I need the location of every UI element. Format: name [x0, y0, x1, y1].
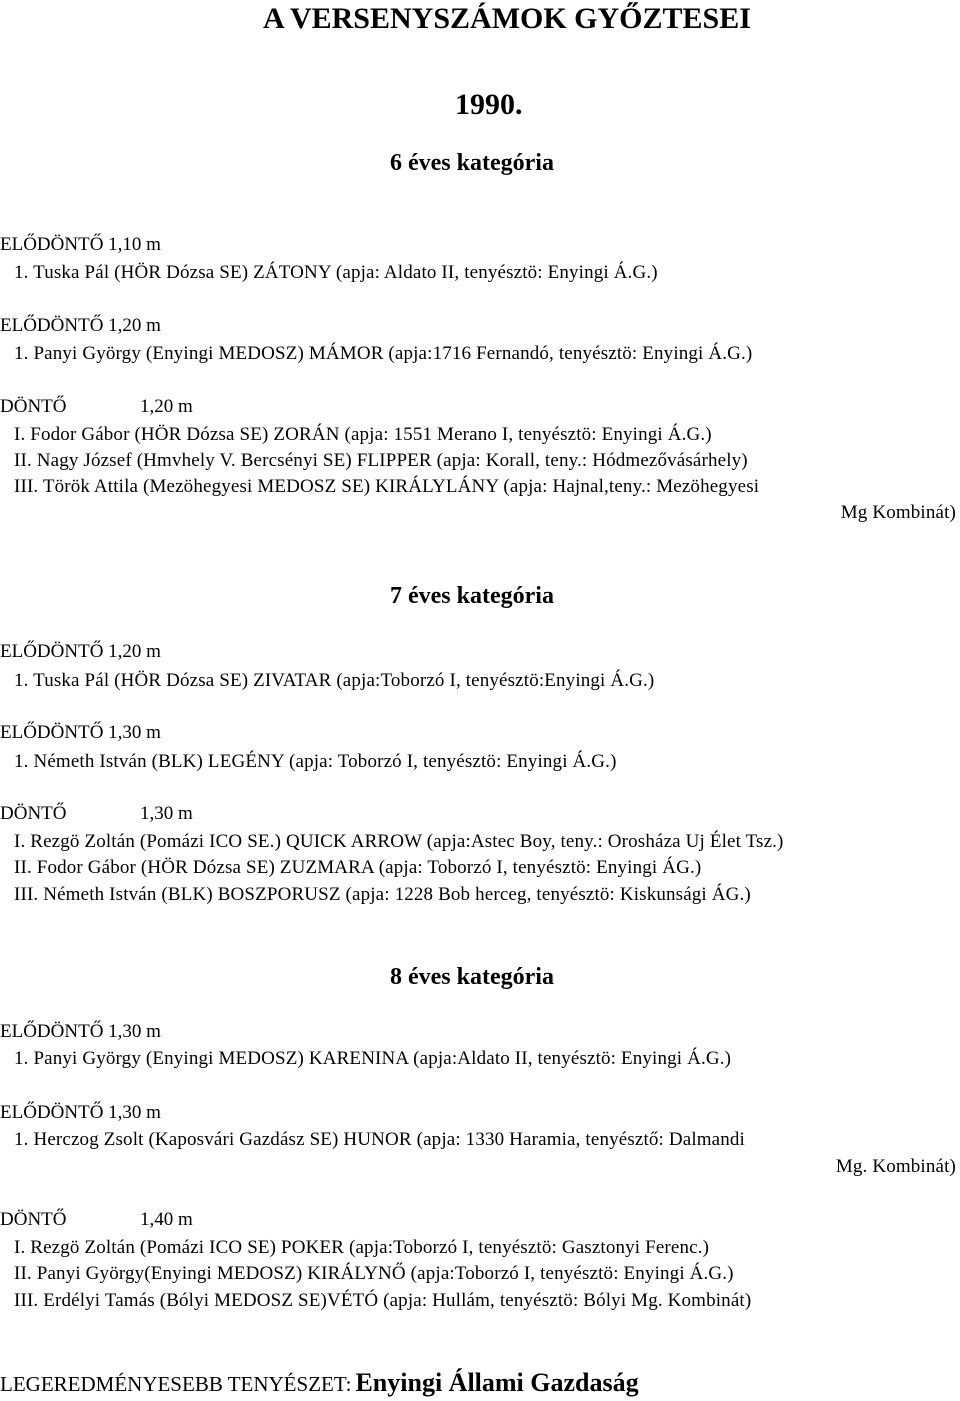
round-height: 1,40 m — [140, 1209, 193, 1230]
round-height: 1,20 m — [140, 396, 193, 417]
document-title: A VERSENYSZÁMOK GYŐZTESEI — [263, 2, 751, 35]
result-line: 1. Németh István (BLK) LEGÉNY (apja: Toborzó I, tenyésztö: Enyingi Á.G.) — [14, 751, 617, 772]
round-label: ELŐDÖNTŐ 1,30 m — [0, 1102, 161, 1123]
result-line: III. Németh István (BLK) BOSZPORUSZ (apja: 1228 Bob herceg, tenyésztö: Kiskunsági ÁG.) — [14, 884, 751, 905]
result-line: III. Török Attila (Mezöhegyesi MEDOSZ SE) KIRÁLYLÁNY (apja: Hajnal,teny.: Mezöhegyesi — [14, 476, 760, 497]
round-label: ELŐDÖNTŐ 1,10 m — [0, 234, 161, 255]
result-line: I. Fodor Gábor (HÖR Dózsa SE) ZORÁN (apja: 1551 Merano I, tenyésztö: Enyingi Á.G.) — [14, 424, 712, 445]
result-line: II. Nagy József (Hmvhely V. Bercsényi SE) FLIPPER (apja: Korall, teny.: Hódmezővásárhely) — [14, 450, 748, 471]
round-label: DÖNTŐ — [0, 1209, 67, 1230]
result-line: I. Rezgö Zoltán (Pomázi ICO SE) POKER (apja:Toborzó I, tenyésztö: Gasztonyi Ferenc.) — [14, 1237, 710, 1258]
best-breeder-value: Enyingi Állami Gazdaság — [355, 1368, 639, 1397]
round-label: DÖNTŐ — [0, 803, 67, 824]
result-line: 1. Panyi György (Enyingi MEDOSZ) MÁMOR (apja:1716 Fernandó, tenyésztö: Enyingi Á.G.) — [14, 343, 753, 364]
result-line-continuation: Mg. Kombinát) — [835, 1156, 956, 1177]
category-heading-8: 8 éves kategória — [390, 964, 554, 990]
round-label: ELŐDÖNTŐ 1,30 m — [0, 722, 161, 743]
result-line: 1. Panyi György (Enyingi MEDOSZ) KARENINA (apja:Aldato II, tenyésztö: Enyingi Á.G.) — [14, 1048, 732, 1069]
category-heading-6: 6 éves kategória — [390, 150, 554, 176]
round-height: 1,30 m — [140, 803, 193, 824]
round-label: DÖNTŐ — [0, 396, 67, 417]
best-breeder — [0, 1368, 639, 1398]
round-label: ELŐDÖNTŐ 1,20 m — [0, 641, 161, 662]
result-line: II. Fodor Gábor (HÖR Dózsa SE) ZUZMARA (apja: Toborzó I, tenyésztö: Enyingi ÁG.) — [14, 857, 702, 878]
result-line: III. Erdélyi Tamás (Bólyi MEDOSZ SE)VÉTÓ (apja: Hullám, tenyésztö: Bólyi Mg. Kombinát) — [14, 1290, 752, 1311]
round-label: ELŐDÖNTŐ 1,20 m — [0, 315, 161, 336]
result-line: 1. Herczog Zsolt (Kaposvári Gazdász SE) HUNOR (apja: 1330 Haramia, tenyésztő: Dalmandi — [14, 1129, 745, 1150]
result-line: 1. Tuska Pál (HÖR Dózsa SE) ZÁTONY (apja: Aldato II, tenyésztö: Enyingi Á.G.) — [14, 262, 658, 283]
result-line: I. Rezgö Zoltán (Pomázi ICO SE.) QUICK ARROW (apja:Astec Boy, teny.: Orosháza Uj Élet Tsz.) — [14, 831, 784, 852]
round-label: ELŐDÖNTŐ 1,30 m — [0, 1021, 161, 1042]
best-breeder-label: LEGEREDMÉNYESEBB TENYÉSZET: — [0, 1372, 352, 1396]
category-heading-7: 7 éves kategória — [390, 583, 554, 609]
result-line: II. Panyi György(Enyingi MEDOSZ) KIRÁLYNŐ (apja:Toborzó I, tenyésztö: Enyingi Á.G.) — [14, 1263, 734, 1284]
result-line: 1. Tuska Pál (HÖR Dózsa SE) ZIVATAR (apja:Toborzó I, tenyésztö:Enyingi Á.G.) — [14, 670, 655, 691]
result-line-continuation: Mg Kombinát) — [840, 502, 956, 523]
year-heading: 1990. — [455, 88, 523, 121]
